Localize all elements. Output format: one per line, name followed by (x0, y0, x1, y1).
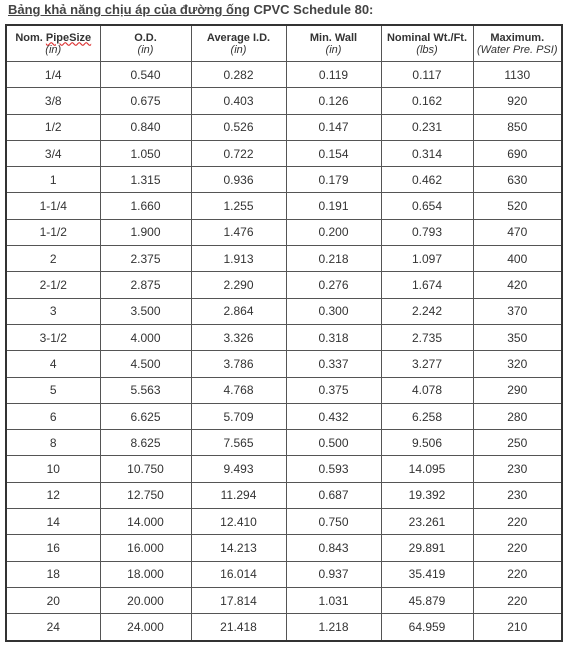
cell-max-pressure: 400 (473, 246, 562, 272)
cell-od: 1.315 (100, 167, 191, 193)
cell-nom-size: 3/8 (6, 88, 100, 114)
cell-od: 14.000 (100, 509, 191, 535)
cell-nom-size: 6 (6, 403, 100, 429)
cell-nominal-weight: 6.258 (381, 403, 473, 429)
cell-average-id: 0.936 (191, 167, 286, 193)
cell-min-wall: 0.375 (286, 377, 381, 403)
header-nominal-weight: Nominal Wt./Ft. (lbs) (381, 25, 473, 62)
cell-average-id: 17.814 (191, 587, 286, 613)
cell-nom-size: 1-1/2 (6, 219, 100, 245)
cell-average-id: 3.786 (191, 351, 286, 377)
table-row (6, 219, 562, 245)
cell-nominal-weight: 0.314 (381, 140, 473, 166)
cell-min-wall: 0.843 (286, 535, 381, 561)
cell-min-wall: 0.119 (286, 62, 381, 88)
cell-min-wall: 0.200 (286, 219, 381, 245)
cell-average-id: 3.326 (191, 324, 286, 350)
cell-nom-size: 1/4 (6, 62, 100, 88)
cell-average-id: 0.526 (191, 114, 286, 140)
cell-average-id: 14.213 (191, 535, 286, 561)
cell-average-id: 21.418 (191, 614, 286, 641)
cell-nominal-weight: 0.231 (381, 114, 473, 140)
table-row (6, 482, 562, 508)
cell-nominal-weight: 64.959 (381, 614, 473, 641)
header-nom-pipe-size: Nom. PipeSize (in) (6, 25, 100, 62)
cell-nominal-weight: 19.392 (381, 482, 473, 508)
cell-od: 12.750 (100, 482, 191, 508)
cell-max-pressure: 290 (473, 377, 562, 403)
table-row (6, 351, 562, 377)
title-product: CPVC Schedule 80: (249, 2, 374, 17)
cell-max-pressure: 220 (473, 535, 562, 561)
cell-max-pressure: 470 (473, 219, 562, 245)
cell-min-wall: 0.318 (286, 324, 381, 350)
cell-average-id: 16.014 (191, 561, 286, 587)
table-row (6, 561, 562, 587)
cell-max-pressure: 1130 (473, 62, 562, 88)
table-row (6, 88, 562, 114)
cell-average-id: 9.493 (191, 456, 286, 482)
table-row (6, 535, 562, 561)
cell-average-id: 1.476 (191, 219, 286, 245)
cell-nom-size: 3 (6, 298, 100, 324)
header-od: O.D. (in) (100, 25, 191, 62)
cell-nom-size: 3-1/2 (6, 324, 100, 350)
document-title (8, 2, 373, 17)
cell-min-wall: 0.191 (286, 193, 381, 219)
cell-min-wall: 0.179 (286, 167, 381, 193)
table-row (6, 403, 562, 429)
cell-min-wall: 0.300 (286, 298, 381, 324)
cell-nom-size: 5 (6, 377, 100, 403)
table-row (6, 167, 562, 193)
cell-average-id: 2.290 (191, 272, 286, 298)
cell-max-pressure: 220 (473, 561, 562, 587)
cell-nominal-weight: 35.419 (381, 561, 473, 587)
cell-od: 1.660 (100, 193, 191, 219)
cell-average-id: 0.282 (191, 62, 286, 88)
cell-nominal-weight: 0.793 (381, 219, 473, 245)
cell-nom-size: 1 (6, 167, 100, 193)
cell-max-pressure: 850 (473, 114, 562, 140)
table-row (6, 246, 562, 272)
cell-min-wall: 0.500 (286, 430, 381, 456)
cell-nom-size: 20 (6, 587, 100, 613)
cell-max-pressure: 420 (473, 272, 562, 298)
cell-min-wall: 0.337 (286, 351, 381, 377)
cell-od: 3.500 (100, 298, 191, 324)
table-row (6, 614, 562, 641)
table-row (6, 430, 562, 456)
cell-od: 2.875 (100, 272, 191, 298)
table-row (6, 62, 562, 88)
table-row (6, 140, 562, 166)
cell-average-id: 11.294 (191, 482, 286, 508)
cell-nom-size: 3/4 (6, 140, 100, 166)
cell-max-pressure: 350 (473, 324, 562, 350)
header-min-wall: Min. Wall (in) (286, 25, 381, 62)
cell-nominal-weight: 1.097 (381, 246, 473, 272)
cell-max-pressure: 210 (473, 614, 562, 641)
cell-max-pressure: 520 (473, 193, 562, 219)
cell-nominal-weight: 1.674 (381, 272, 473, 298)
cell-min-wall: 0.218 (286, 246, 381, 272)
table-row (6, 193, 562, 219)
cell-max-pressure: 280 (473, 403, 562, 429)
cell-max-pressure: 230 (473, 482, 562, 508)
cell-max-pressure: 320 (473, 351, 562, 377)
cell-average-id: 0.403 (191, 88, 286, 114)
cell-od: 18.000 (100, 561, 191, 587)
cell-min-wall: 0.147 (286, 114, 381, 140)
table-row (6, 272, 562, 298)
header-maximum-pressure: Maximum. (Water Pre. PSI) (473, 25, 562, 62)
table-row (6, 324, 562, 350)
cell-od: 20.000 (100, 587, 191, 613)
cell-od: 4.500 (100, 351, 191, 377)
cell-nom-size: 24 (6, 614, 100, 641)
cell-od: 4.000 (100, 324, 191, 350)
cell-nominal-weight: 2.735 (381, 324, 473, 350)
cell-nominal-weight: 45.879 (381, 587, 473, 613)
cell-nom-size: 16 (6, 535, 100, 561)
cell-nominal-weight: 0.162 (381, 88, 473, 114)
cell-min-wall: 0.687 (286, 482, 381, 508)
header-average-id: Average I.D. (in) (191, 25, 286, 62)
cell-nominal-weight: 0.462 (381, 167, 473, 193)
cell-nom-size: 10 (6, 456, 100, 482)
cell-average-id: 12.410 (191, 509, 286, 535)
cell-nom-size: 14 (6, 509, 100, 535)
cell-average-id: 5.709 (191, 403, 286, 429)
cell-od: 2.375 (100, 246, 191, 272)
cell-nom-size: 2-1/2 (6, 272, 100, 298)
cell-average-id: 4.768 (191, 377, 286, 403)
cell-od: 16.000 (100, 535, 191, 561)
table-row (6, 298, 562, 324)
cell-average-id: 2.864 (191, 298, 286, 324)
cell-od: 0.840 (100, 114, 191, 140)
cell-nom-size: 4 (6, 351, 100, 377)
cell-nominal-weight: 23.261 (381, 509, 473, 535)
cpvc-schedule80-table (5, 24, 563, 642)
table-row (6, 377, 562, 403)
cell-max-pressure: 630 (473, 167, 562, 193)
table-row (6, 456, 562, 482)
cell-nominal-weight: 4.078 (381, 377, 473, 403)
cell-average-id: 7.565 (191, 430, 286, 456)
cell-nom-size: 8 (6, 430, 100, 456)
cell-nom-size: 12 (6, 482, 100, 508)
cell-nominal-weight: 14.095 (381, 456, 473, 482)
cell-nominal-weight: 9.506 (381, 430, 473, 456)
cell-nom-size: 2 (6, 246, 100, 272)
cell-od: 5.563 (100, 377, 191, 403)
cell-min-wall: 0.126 (286, 88, 381, 114)
cell-nom-size: 1-1/4 (6, 193, 100, 219)
header-row (6, 25, 562, 62)
cell-max-pressure: 220 (473, 587, 562, 613)
cell-min-wall: 0.750 (286, 509, 381, 535)
cell-nominal-weight: 3.277 (381, 351, 473, 377)
table-row (6, 587, 562, 613)
cell-min-wall: 0.432 (286, 403, 381, 429)
cell-od: 8.625 (100, 430, 191, 456)
cell-average-id: 1.255 (191, 193, 286, 219)
cell-max-pressure: 230 (473, 456, 562, 482)
cell-max-pressure: 370 (473, 298, 562, 324)
cell-od: 1.050 (100, 140, 191, 166)
cell-od: 0.540 (100, 62, 191, 88)
table-row (6, 114, 562, 140)
cell-max-pressure: 920 (473, 88, 562, 114)
cell-average-id: 1.913 (191, 246, 286, 272)
cell-min-wall: 1.218 (286, 614, 381, 641)
cell-average-id: 0.722 (191, 140, 286, 166)
cell-nominal-weight: 2.242 (381, 298, 473, 324)
cell-min-wall: 1.031 (286, 587, 381, 613)
cell-max-pressure: 690 (473, 140, 562, 166)
table-body (6, 62, 562, 641)
cell-nominal-weight: 0.117 (381, 62, 473, 88)
cell-min-wall: 0.276 (286, 272, 381, 298)
title-vietnamese: Bảng khả năng chịu áp của đường ống (8, 2, 250, 17)
cell-min-wall: 0.593 (286, 456, 381, 482)
cell-min-wall: 0.937 (286, 561, 381, 587)
cell-nominal-weight: 0.654 (381, 193, 473, 219)
cell-od: 6.625 (100, 403, 191, 429)
cell-max-pressure: 220 (473, 509, 562, 535)
cell-od: 0.675 (100, 88, 191, 114)
cell-od: 10.750 (100, 456, 191, 482)
cell-nominal-weight: 29.891 (381, 535, 473, 561)
cell-od: 1.900 (100, 219, 191, 245)
cell-min-wall: 0.154 (286, 140, 381, 166)
cell-max-pressure: 250 (473, 430, 562, 456)
cell-nom-size: 1/2 (6, 114, 100, 140)
cell-od: 24.000 (100, 614, 191, 641)
table-row (6, 509, 562, 535)
cell-nom-size: 18 (6, 561, 100, 587)
